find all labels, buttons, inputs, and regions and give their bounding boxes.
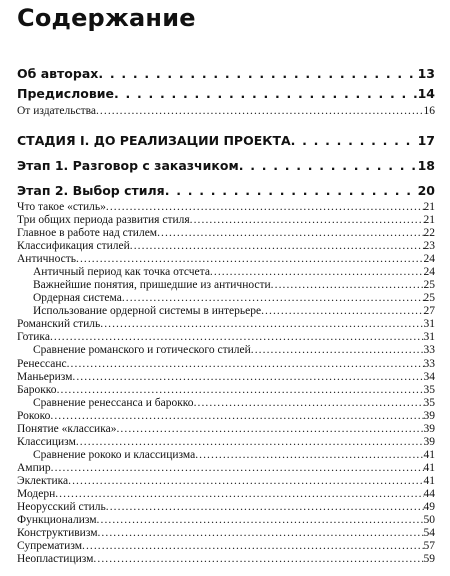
dot-leader [122,292,424,304]
toc-entry[interactable] [17,436,435,448]
dot-leader [67,358,424,370]
dot-leader [82,540,424,552]
entry-title: Готика [17,331,50,343]
entry-page: 50 [423,514,435,526]
entry-title: Важнейшие понятия, пришедшие из античности [33,279,271,291]
entry-page: 21 [423,214,435,226]
entry-title: Об авторах [17,66,99,81]
toc-entry[interactable] [17,540,435,552]
toc-entry[interactable] [17,253,435,265]
dot-leader [106,501,424,513]
entry-page: 41 [423,462,435,474]
dot-leader [76,436,424,448]
entry-page: 31 [423,318,435,330]
dot-leader [100,318,423,330]
toc-entry[interactable] [17,331,435,343]
entry-title: Этап 2. Выбор стиля [17,183,165,198]
dot-leader [72,371,423,383]
dot-leader [51,462,424,474]
entry-title: Этап 1. Разговор с заказчиком [17,158,239,173]
entry-page: 44 [423,488,435,500]
dot-leader [97,514,424,526]
entry-page: 31 [423,331,435,343]
toc-entry[interactable] [17,553,435,565]
entry-page: 41 [423,449,435,461]
entry-page: 17 [417,133,435,148]
toc-entry[interactable] [17,501,435,513]
dot-leader [96,105,424,117]
entry-title: Неопластицизм [17,553,94,565]
entry-page: 24 [423,253,435,265]
dot-leader [239,158,418,173]
entry-page: 27 [423,305,435,317]
entry-page: 13 [417,66,435,81]
dot-leader [165,183,418,198]
toc-entry-preface[interactable] [17,86,435,101]
entry-title: Модерн [17,488,56,500]
entry-page: 35 [423,384,435,396]
toc-entry[interactable] [17,227,435,239]
entry-title: Супрематизм [17,540,82,552]
entry-title: Конструктивизм [17,527,98,539]
entry-page: 16 [423,105,435,117]
entry-title: Античный период как точка отсчета [33,266,210,278]
toc-entry-publisher[interactable] [17,105,435,117]
entry-title: Классицизм [17,436,76,448]
entry-title: Сравнение ренессанса и барокко [33,397,194,409]
dot-leader [106,201,424,213]
toc-entry[interactable] [33,449,435,461]
dot-leader [195,449,423,461]
entry-title: Функционализм [17,514,97,526]
toc-entry-step-1[interactable] [17,158,435,173]
page-title: Содержание [17,4,196,32]
dot-leader [130,240,424,252]
toc-entry[interactable] [17,240,435,252]
toc-entry[interactable] [33,266,435,278]
entry-title: Предисловие [17,86,115,101]
entry-title: Неорусский стиль [17,501,106,513]
dot-leader [157,227,423,239]
entry-page: 23 [423,240,435,252]
entry-page: 14 [417,86,435,101]
dot-leader [97,527,423,539]
toc-entry[interactable] [33,397,435,409]
entry-title: Эклектика [17,475,69,487]
dot-leader [50,410,423,422]
entry-page: 25 [423,279,435,291]
toc-entry[interactable] [33,292,435,304]
dot-leader [194,397,424,409]
entry-title: От издательства [17,105,96,117]
entry-title: Ордерная система [33,292,122,304]
dot-leader [98,66,417,81]
entry-title: Классификация стилей [17,240,130,252]
dot-leader [76,253,424,265]
entry-title: Ампир [17,462,51,474]
toc-entry[interactable] [33,279,435,291]
toc-entry[interactable] [17,423,435,435]
entry-title: Три общих периода развития стиля [17,214,190,226]
dot-leader [68,475,423,487]
entry-page: 41 [423,475,435,487]
entry-title: Что такое «стиль» [17,201,106,213]
entry-page: 21 [423,201,435,213]
entry-page: 57 [423,540,435,552]
dot-leader [291,133,418,148]
entry-page: 20 [417,183,435,198]
entry-title: Сравнение рококо и классицизма [33,449,196,461]
entry-title: Рококо [17,410,51,422]
toc-entry[interactable] [33,305,435,317]
toc-entry[interactable] [17,410,435,422]
entry-title: Маньеризм [17,371,73,383]
entry-title: Использование ордерной системы в интерьере [33,305,262,317]
toc-entry[interactable] [17,358,435,370]
entry-page: 49 [423,501,435,513]
dot-leader [116,423,423,435]
entry-title: Понятие «классика» [17,423,117,435]
entry-page: 59 [423,553,435,565]
entry-title: Ренессанс [17,358,67,370]
dot-leader [114,86,418,101]
dot-leader [93,553,423,565]
dot-leader [261,305,423,317]
entry-title: Барокко [17,384,57,396]
entry-page: 39 [423,436,435,448]
entry-page: 54 [423,527,435,539]
entry-title: Главное в работе над стилем [17,227,158,239]
entry-title: СТАДИЯ I. ДО РЕАЛИЗАЦИИ ПРОЕКТА [17,133,291,148]
toc-entry[interactable] [17,527,435,539]
dot-leader [190,214,424,226]
toc-entry[interactable] [17,462,435,474]
toc-entry[interactable] [17,475,435,487]
entry-page: 22 [423,227,435,239]
toc-entry[interactable] [17,371,435,383]
entry-page: 33 [423,344,435,356]
entry-page: 25 [423,292,435,304]
entry-title: Романский стиль [17,318,101,330]
dot-leader [210,266,424,278]
dot-leader [50,331,424,343]
toc-entry[interactable] [33,344,435,356]
toc-entry[interactable] [17,201,435,213]
entry-page: 39 [423,423,435,435]
entry-title: Античность [17,253,76,265]
toc-entry[interactable] [17,318,435,330]
toc-entry-about-authors[interactable] [17,66,435,81]
dot-leader [57,384,424,396]
toc-entry[interactable] [17,214,435,226]
dot-leader [271,279,424,291]
entry-page: 34 [423,371,435,383]
entry-page: 33 [423,358,435,370]
toc-entry[interactable] [17,384,435,396]
dot-leader [251,344,424,356]
dot-leader [55,488,423,500]
toc-entry[interactable] [17,488,435,500]
toc-entry-stage-1[interactable] [17,133,435,148]
entry-page: 39 [423,410,435,422]
entry-page: 24 [423,266,435,278]
toc-entry[interactable] [17,514,435,526]
entry-page: 35 [423,397,435,409]
toc-entry-step-2[interactable] [17,183,435,198]
entry-title: Сравнение романского и готического стилей [33,344,251,356]
entry-page: 18 [417,158,435,173]
